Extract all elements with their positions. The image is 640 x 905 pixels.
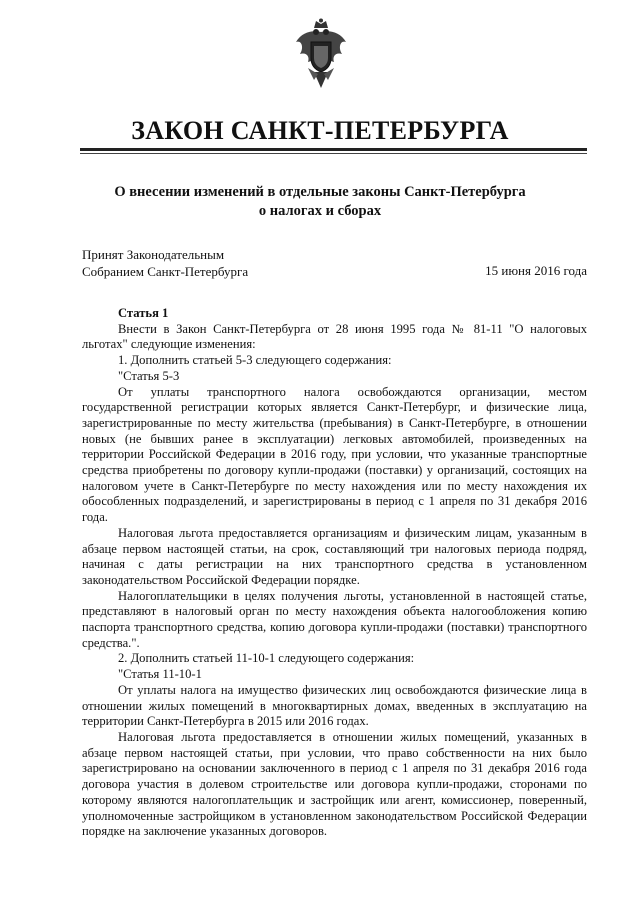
- body-paragraph: 2. Дополнить статьей 11-10-1 следующего содержания:: [118, 651, 415, 666]
- document-body: [82, 306, 587, 840]
- document-title: ЗАКОН САНКТ-ПЕТЕРБУРГА: [131, 116, 509, 145]
- adoption-line-1: Принят Законодательным: [82, 247, 225, 262]
- adoption-line-2: Собранием Санкт-Петербурга: [82, 264, 249, 279]
- subtitle-line-1: О внесении изменений в отдельные законы Санкт-Петербурга: [114, 184, 526, 200]
- body-paragraph: Налоговая льгота предоставляется в отношении жилых помещений, указанных в абзаце первом настоящей статьи, при условии, что право собственности на них было зарегистрировано на основании заключенного в период с 1 апреля по 31 декабря 2016 года договора участия в долевом строительстве или договора купли-продажи, сторонами по которому являются налогоплательщик и застройщик или агент, комиссионер, поверенный, уполномоченные застройщиком в установленном законодательством Российской Федерации порядке на заключение указанных договоров.: [82, 729, 587, 839]
- adoption-statement: [82, 246, 248, 280]
- body-paragraph: Налоговая льгота предоставляется организациям и физическим лицам, указанным в абзаце первом настоящей статьи, на срок, составляющий три налоговых периода подряд, начиная с даты регистрации на них транспортного средства в установленном законодательством Российской Федерации порядке.: [82, 525, 587, 587]
- document-subtitle: [60, 183, 580, 221]
- title-rule-thick: [80, 148, 587, 151]
- body-paragraph: Налогоплательщики в целях получения льготы, установленной в настоящей статье, представляют в налоговый орган по месту нахождения объекта налогообложения копию паспорта транспортного средства, копию договора купли-продажи (поставки) транспортного средства.".: [82, 588, 587, 650]
- adoption-date: 15 июня 2016 года: [485, 263, 587, 278]
- body-paragraph: "Статья 11-10-1: [118, 667, 202, 682]
- body-paragraph: От уплаты налога на имущество физических лиц освобождаются физические лица в отношении жилых помещений в многоквартирных домах, введенных в эксплуатацию на территории Санкт-Петербурга в 2015 или 2016 годах.: [82, 682, 587, 729]
- subtitle-line-2: о налогах и сборах: [258, 203, 382, 219]
- article-heading: Статья 1: [118, 306, 169, 320]
- body-paragraph: "Статья 5-3: [118, 368, 180, 383]
- title-rule-thin: [80, 153, 587, 154]
- body-paragraph: Внести в Закон Санкт-Петербурга от 28 июня 1995 года № 81-11 "О налоговых льготах" следующие изменения:: [82, 321, 587, 352]
- coat-of-arms-icon: [294, 18, 348, 90]
- body-paragraph: 1. Дополнить статьей 5-3 следующего содержания:: [118, 353, 392, 368]
- body-paragraph: От уплаты транспортного налога освобождаются организации, местом государственной регистрации которых является Санкт-Петербург, и физические лица, зарегистрированные по месту жительства (пребывания) в Санкт-Петербурге, в отношении новых (не бывших ранее в эксплуатации) легковых автомобилей, произведенных на территории Российской Федерации в 2016 году, при условии, что указанные транспортные средства приобретены по договору купли-продажи (поставки) у организаций, состоящих на налоговом учете в Санкт-Петербурге по месту нахождения или по месту нахождения их обособленных подразделений, и зарегистрированы в период с 1 апреля по 31 декабря 2016 года.: [82, 384, 587, 525]
